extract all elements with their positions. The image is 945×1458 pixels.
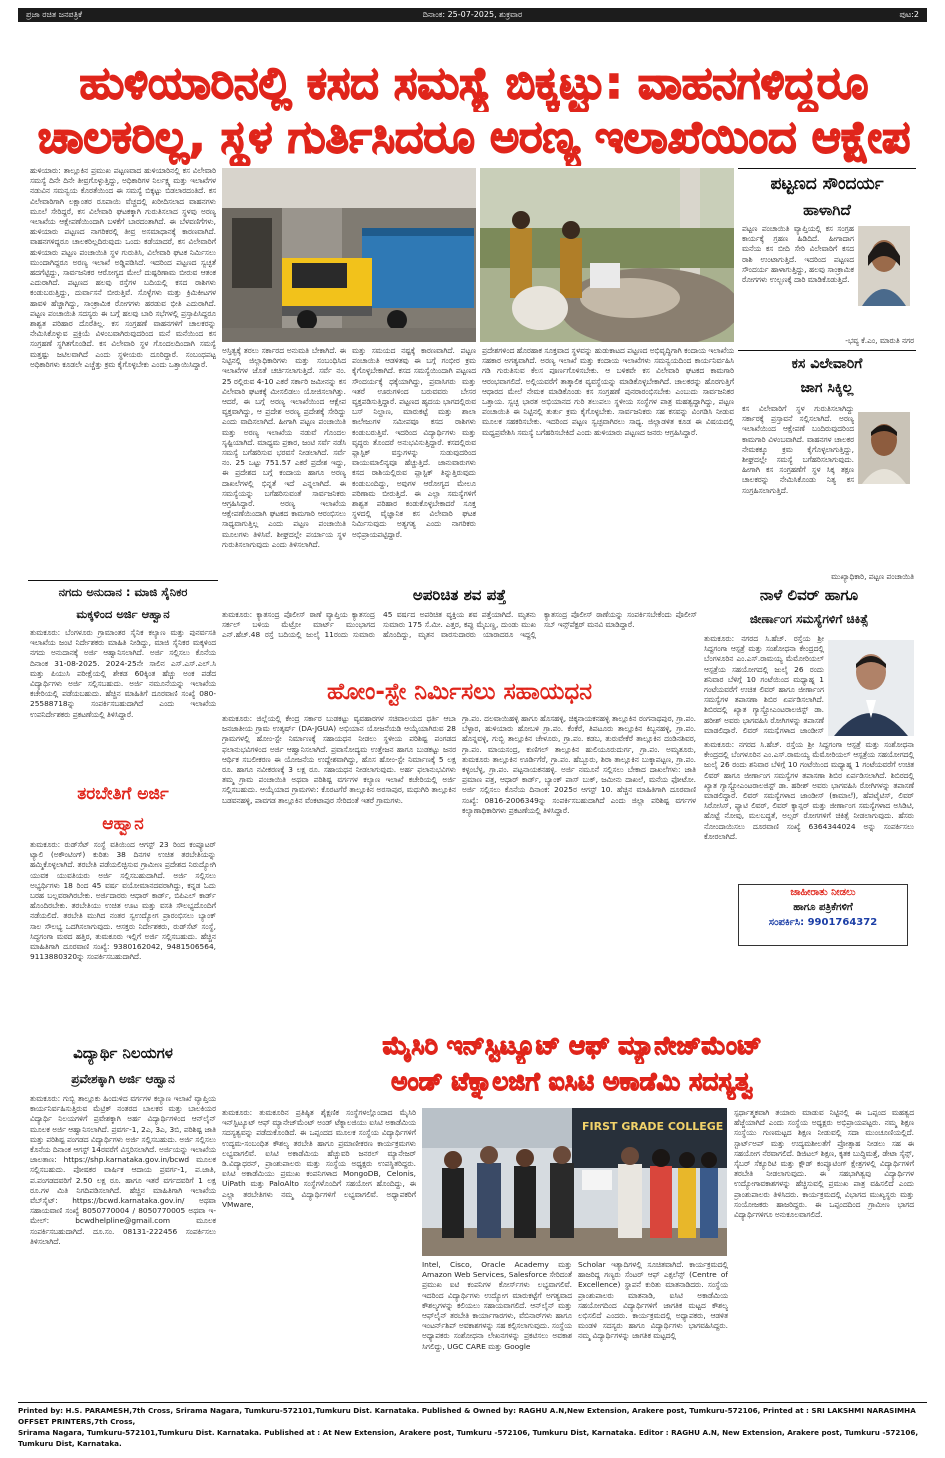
imprint-footer [18, 1405, 927, 1449]
box2-text: ಕಸ ವಿಲೇವಾರಿಗೆ ಸ್ಥಳ ಗುರುತಿಸಲಾಗಿದ್ದು ಸರ್ಕಾರಕ್ಕೆ ಪ್ರಸ್ತಾವನೆ ಸಲ್ಲಿಸಲಾಗಿದೆ. ಅರಣ್ಯ ಇಲಾಖೆಯಿಂದ ಆಕ್ಷೇಪಣೆ ಬಂದಿರುವುದರಿಂದ ಕಾಮಗಾರಿ ವಿಳಂಬವಾಗಿದೆ. ವಾಹನಗಳ ಚಾಲಕರ ನೇಮಕಕ್ಕೂ ಕ್ರಮ ಕೈಗೊಳ್ಳಲಾಗುತ್ತಿದ್ದು, ಶೀಘ್ರದಲ್ಲೇ ಸಮಸ್ಯೆ ಬಗೆಹರಿಸಲಾಗುವುದು. ಹೀಗಾಗಿ ಕಸ ಸಂಗ್ರಹಣೆಗೆ ಸ್ಥಳ ಸಿಕ್ಕ ತಕ್ಷಣ ಚಾಲಕರನ್ನು ನೇಮಿಸಿಕೊಂಡು ನಿತ್ಯ ಕಸ ಸಂಗ್ರಹಿಸಲಾಗುತ್ತಿದೆ. [742, 404, 854, 495]
nilaya-title1: ವಿದ್ಯಾರ್ಥಿ ನಿಲಯಗಳ [73, 1044, 173, 1062]
lead-headline-line1: ಹುಳಿಯಾರಿನಲ್ಲಿ ಕಸದ ಸಮಸ್ಯೆ ಬಿಕ್ಕಟ್ಟು: ವಾಹನಗಳಿದ್ದರೂ [79, 58, 869, 109]
box2-heading2: ಜಾಗ ಸಿಕ್ಕಿಲ್ಲ [800, 380, 854, 396]
photo-banner-text: FIRST GRADE COLLEGE [582, 1120, 724, 1133]
lead-story-col2: ಅಸ್ತಿತ್ವಕ್ಕೆ ತರಲು ಸರ್ಕಾರದ ಅನುಮತಿ ಬೇಕಾಗಿದೆ. ಈ ನಿಟ್ಟಿನಲ್ಲಿ ಜಿಲ್ಲಾಧಿಕಾರಿಗಳು ಮತ್ತು ಸಂಬಂಧಿಸಿದ ಇಲಾಖೆಗಳ ಜೊತೆ ಚರ್ಚಿಸಲಾಗುತ್ತಿದೆ. ಸರ್ವೆ ನಂ. 25 ರಲ್ಲಿರುವ 4-10 ಎಕರೆ ಸರ್ಕಾರಿ ಜಮೀನನ್ನು ಕಸ ವಿಲೇವಾರಿ ಘಟಕಕ್ಕೆ ಮೀಸಲಿಡಲು ಯೋಜಿಸಲಾಗಿತ್ತು. ಆದರೆ, ಈ ಬಗ್ಗೆ ಅರಣ್ಯ ಇಲಾಖೆಯಿಂದ ಆಕ್ಷೇಪ ವ್ಯಕ್ತವಾಗಿದ್ದು, ಆ ಪ್ರದೇಶ ಅರಣ್ಯ ಪ್ರದೇಶಕ್ಕೆ ಸೇರಿದ್ದು ಎಂದು ವಾದಿಸಲಾಗಿದೆ. ಹೀಗಾಗಿ ಪಟ್ಟಣ ಪಂಚಾಯಿತಿ ಮತ್ತು ಅರಣ್ಯ ಇಲಾಖೆಯ ನಡುವೆ ಗೊಂದಲ ಸೃಷ್ಟಿಯಾಗಿದೆ. ಮಾಧ್ಯಮ ಪ್ರಕಾರ, ಜಂಟಿ ಸರ್ವೆ ನಡೆಸಿ ಸಮಸ್ಯೆ ಬಗೆಹರಿಸುವ ಭರವಸೆ ನೀಡಲಾಗಿದೆ. ಸರ್ವೆ ನಂ. 25 ಒಟ್ಟು 751.57 ಎಕರೆ ಪ್ರದೇಶ ಇದ್ದು, ಈ ಪ್ರದೇಶದ ಬಗ್ಗೆ ಕಂದಾಯ ಹಾಗೂ ಅರಣ್ಯ ದಾಖಲೆಗಳಲ್ಲಿ ಭಿನ್ನತೆ ಇದೆ ಎನ್ನಲಾಗಿದೆ. ಈ ಸಮಸ್ಯೆಯನ್ನು ಬಗೆಹರಿಸುವಂತೆ ಸಾರ್ವಜನಿಕರು ಆಗ್ರಹಿಸಿದ್ದಾರೆ. ಅರಣ್ಯ ಇಲಾಖೆಯ ಆಕ್ಷೇಪಣೆಯಿಂದಾಗಿ ಘಟಕದ ಕಾಮಗಾರಿ ಆರಂಭಿಸಲು ಸಾಧ್ಯವಾಗುತ್ತಿಲ್ಲ ಎಂದು ಪಟ್ಟಣ ಪಂಚಾಯಿತಿ ಮೂಲಗಳು ತಿಳಿಸಿವೆ. ಶೀಘ್ರದಲ್ಲೇ ಪರ್ಯಾಯ ಸ್ಥಳ ಗುರುತಿಸಲಾಗುವುದು ಎಂದು ತಿಳಿಸಲಾಗಿದೆ. [222, 346, 346, 549]
nilaya-title2: ಪ್ರವೇಶಕ್ಕಾಗಿ ಅರ್ಜಿ ಆಹ್ವಾನ [71, 1072, 175, 1086]
lead-story-col1: ಹುಳಿಯಾರು: ತಾಲ್ಲೂಕಿನ ಪ್ರಮುಖ ಪಟ್ಟಣವಾದ ಹುಳಿಯಾರಿನಲ್ಲಿ ಕಸ ವಿಲೇವಾರಿ ಸಮಸ್ಯೆ ದಿನೇ ದಿನೇ ತೀವ್ರಗೊಳ್ಳುತ್ತಿದ್ದು, ಅಧಿಕಾರಿಗಳ ನಿರ್ಲಕ್ಷ್ಯ ಮತ್ತು ಇಲಾಖೆಗಳ ನಡುವಿನ ಸಮನ್ವಯ ಕೊರತೆಯಿಂದ ಈ ಸಮಸ್ಯೆ ಬಿಕ್ಕಟ್ಟು ಬಿಡಲಾರದಂತಿದೆ. ಕಸ ವಿಲೇವಾರಿಗಾಗಿ ಲಕ್ಷಾಂತರ ರೂಪಾಯಿ ವೆಚ್ಚದಲ್ಲಿ ಖರೀದಿಸಲಾದ ವಾಹನಗಳು ಮೂಲೆ ಸೇರಿದ್ದರೆ, ಕಸ ವಿಲೇವಾರಿ ಘಟಕಕ್ಕಾಗಿ ಗುರುತಿಸಲಾದ ಸ್ಥಳವು ಅರಣ್ಯ ಇಲಾಖೆಯ ಆಕ್ಷೇಪಣೆಯಿಂದಾಗಿ ಬಳಕೆಗೆ ಬಾರದಂತಾಗಿದೆ. ಈ ಬೆಳವಣಿಗೆಗಳು, ಹುಳಿಯಾರು ಪಟ್ಟಣದ ನಾಗರಿಕರಲ್ಲಿ ತೀವ್ರ ಅಸಮಾಧಾನಕ್ಕೆ ಕಾರಣವಾಗಿದೆ. ವಾಹನಗಳಿದ್ದರೂ ಚಾಲಕರಿಲ್ಲದಿರುವುದು ಒಂದು ಕಡೆಯಾದರೆ, ಕಸ ವಿಲೇವಾರಿಗೆ ಹುಳಿಯಾರು ಪಟ್ಟಣ ಪಂಚಾಯಿತಿ ಸ್ಥಳ ಗುರುತಿಸಿ, ವಿಲೇವಾರಿ ಘಟಕ ನಿರ್ಮಿಸಲು ಮುಂದಾಗಿದ್ದರೂ ಅರಣ್ಯ ಇಲಾಖೆ ಅಡ್ಡಿಪಡಿಸಿದೆ. ಇದರಿಂದ ಪಟ್ಟಣದ ಸ್ವಚ್ಛತೆ ಹದಗೆಟ್ಟಿದ್ದು, ಸಾರ್ವಜನಿಕರ ಆರೋಗ್ಯದ ಮೇಲೆ ದುಷ್ಪರಿಣಾಮ ಬೀರುವ ಆತಂಕ ಎದುರಾಗಿದೆ. ಪಟ್ಟಣದ ಹಲವು ರಸ್ತೆಗಳ ಬದಿಯಲ್ಲಿ ಕಸದ ರಾಶಿಗಳು ಕಂಡುಬರುತ್ತಿದ್ದು, ದುರ್ವಾಸನೆ ಬೀರುತ್ತಿವೆ. ಸೊಳ್ಳೆಗಳು ಮತ್ತು ಕ್ರಿಮಿಕೀಟಗಳ ಹಾವಳಿ ಹೆಚ್ಚಾಗಿದ್ದು, ಸಾಂಕ್ರಾಮಿಕ ರೋಗಗಳು ಹರಡುವ ಭೀತಿ ಎದುರಾಗಿದೆ. ಪಟ್ಟಣ ಪಂಚಾಯಿತಿ ಸದಸ್ಯರು ಈ ಬಗ್ಗೆ ಹಲವು ಬಾರಿ ಸಭೆಗಳಲ್ಲಿ ಪ್ರಸ್ತಾಪಿಸಿದ್ದರೂ ಶಾಶ್ವತ ಪರಿಹಾರ ದೊರೆತಿಲ್ಲ. ಕಸ ಸಂಗ್ರಹಣೆ ವಾಹನಗಳಿಗೆ ಚಾಲಕರನ್ನು ನೇಮಿಸಿಕೊಳ್ಳುವ ಪ್ರಕ್ರಿಯೆ ವಿಳಂಬವಾಗಿರುವುದರಿಂದ ಮನೆ ಮನೆಯಿಂದ ಕಸ ಸಂಗ್ರಹಣೆ ಸ್ಥಗಿತಗೊಂಡಿದೆ. ಕಸ ವಿಲೇವಾರಿ ಸ್ಥಳ ಗೊಂದಲದಿಂದಾಗಿ ಸಮಸ್ಯೆ ಮತ್ತಷ್ಟು ಜಟಿಲವಾಗಿದೆ ಎಂದು ಸ್ಥಳೀಯರು ದೂರಿದ್ದಾರೆ. ಸಂಬಂಧಪಟ್ಟ ಅಧಿಕಾರಿಗಳು ಕೂಡಲೇ ಎಚ್ಚೆತ್ತು ಕ್ರಮ ಕೈಗೊಳ್ಳಬೇಕು ಎಂದು ಒತ್ತಾಯಿಸಿದ್ದಾರೆ. [30, 166, 216, 369]
ad-line3: ಸಂಪರ್ಕಿಸಿ: 9901764372 [768, 917, 878, 928]
box1-portrait [858, 226, 910, 306]
ad-line2: ಹಾಗೂ ಪತ್ರಿಕೆಗಳಿಗೆ [793, 902, 853, 913]
mysuru-col1: ತುಮಕೂರು: ತುಮಕೂರಿನ ಪ್ರತಿಷ್ಠಿತ ಶೈಕ್ಷಣಿಕ ಸಂಸ್ಥೆಗಳಲ್ಲೊಂದಾದ ಮೈಸಿರಿ ಇನ್‌ಸ್ಟಿಟ್ಯೂಟ್ ಆಫ್ ಮ್ಯಾನೇಜ್‌ಮೆಂಟ್ ಅಂಡ್ ಟೆಕ್ನಾಲಜಿಯು ಐಸಿಟಿ ಅಕಾಡೆಮಿಯ ಸದಸ್ಯತ್ವವನ್ನು ಪಡೆದುಕೊಂಡಿದೆ. ಈ ಒಪ್ಪಂದದ ಮೂಲಕ ಸಂಸ್ಥೆಯ ವಿದ್ಯಾರ್ಥಿಗಳಿಗೆ ಉದ್ಯಮ-ಸಂಬಂಧಿತ ಕೌಶಲ್ಯ ತರಬೇತಿ ಹಾಗೂ ಪ್ರಮಾಣೀಕರಣ ಕಾರ್ಯಕ್ರಮಗಳು ಲಭ್ಯವಾಗಲಿವೆ. ಐಸಿಟಿ ಅಕಾಡೆಮಿಯ ಹೆಚ್ಚುವರಿ ಜನರಲ್ ಮ್ಯಾನೇಜರ್ ಡಿ.ವಿದ್ಯಾಧರನ್, ಪ್ರಾಂಶುಪಾಲರು ಮತ್ತು ಸಂಸ್ಥೆಯ ಅಧ್ಯಕ್ಷರು ಉಪಸ್ಥಿತರಿದ್ದರು. ಐಸಿಟಿ ಅಕಾಡೆಮಿಯು ಪ್ರಮುಖ ಕಂಪನಿಗಳಾದ MongoDB, Celonis, UiPath ಮತ್ತು PaloAlto ಸಂಸ್ಥೆಗಳೊಂದಿಗೆ ಸಹಯೋಗ ಹೊಂದಿದ್ದು, ಈ ಎಲ್ಲಾ ತರಬೇತಿಗಳು ನಮ್ಮ ವಿದ್ಯಾರ್ಥಿಗಳಿಗೆ ಲಭ್ಯವಾಗಲಿವೆ. ಅಧ್ಯಾಪಕರಿಗೆ VMware, [222, 1108, 416, 1209]
tarabeti-text: ತುಮಕೂರು: ರುಡ್‌ಸೆಟ್ ಸಂಸ್ಥೆ ವತಿಯಿಂದ ಆಗಸ್ಟ್ 23 ರಿಂದ ಕಂಪ್ಯೂಟರ್ ಟ್ಯಾಲಿ (ಅಕೌಂಟಿಂಗ್) ಕುರಿತು 38 ದಿನಗಳ ಉಚಿತ ತರಬೇತಿಯನ್ನು ಹಮ್ಮಿಕೊಳ್ಳಲಾಗಿದೆ. ತರಬೇತಿ ಪಡೆಯಲಿಚ್ಛಿಸುವ ಗ್ರಾಮೀಣ ಪ್ರದೇಶದ ನಿರುದ್ಯೋಗಿ ಯುವಕ ಯುವತಿಯರು ಅರ್ಜಿ ಸಲ್ಲಿಸಬಹುದಾಗಿದೆ. ಅರ್ಜಿ ಸಲ್ಲಿಸಲು ಅಭ್ಯರ್ಥಿಗಳು 18 ರಿಂದ 45 ವರ್ಷ ವಯೋಮಾನದವರಾಗಿದ್ದು, ಕನ್ನಡ ಓದು ಬರಹ ಬಲ್ಲವರಾಗಿರಬೇಕು. ಅರ್ಜಿದಾರರು ಆಧಾರ್ ಕಾರ್ಡ್, ಬಿಪಿಎಲ್ ಕಾರ್ಡ್ ಹೊಂದಿರಬೇಕು. ತರಬೇತಿಯು ಉಚಿತ ಊಟ ಮತ್ತು ವಸತಿ ಸೌಲಭ್ಯದೊಂದಿಗೆ ನಡೆಯಲಿದೆ. ತರಬೇತಿ ಮುಗಿದ ನಂತರ ಸ್ವಉದ್ಯೋಗ ಪ್ರಾರಂಭಿಸಲು ಬ್ಯಾಂಕ್ ಸಾಲ ಸೌಲಭ್ಯ ಒದಗಿಸಲಾಗುವುದು. ಆಸಕ್ತರು ನಿರ್ದೇಶಕರು, ರುಡ್‌ಸೆಟ್ ಸಂಸ್ಥೆ, ಸಿದ್ಧಗಂಗಾ ಮಠದ ಹತ್ತಿರ, ತುಮಕೂರು ಇಲ್ಲಿಗೆ ಅರ್ಜಿ ಸಲ್ಲಿಸಬಹುದು. ಹೆಚ್ಚಿನ ಮಾಹಿತಿಗಾಗಿ ದೂರವಾಣಿ ಸಂಖ್ಯೆ: 9380162042, 9481506564, 9113880320ನ್ನು ಸಂಪರ್ಕಿಸಬಹುದಾಗಿದೆ. [30, 840, 216, 962]
lead-headline-line2: ಚಾಲಕರಿಲ್ಲ, ಸ್ಥಳ ಗುರ್ತಿಸಿದರೂ ಅರಣ್ಯ ಇಲಾಖೆಯಿಂದ ಆಕ್ಷೇಪ [37, 112, 911, 163]
sainika-text: ತುಮಕೂರು: ಬೆಂಗಳೂರು ಗ್ರಾಮಾಂತರ ಸೈನಿಕ ಕಲ್ಯಾಣ ಮತ್ತು ಪುನರ್ವಸತಿ ಇಲಾಖೆಯ ಜಂಟಿ ನಿರ್ದೇಶಕರು ಮಾಹಿತಿ ನೀಡಿದ್ದು, ಮಾಜಿ ಸೈನಿಕರ ಮಕ್ಕಳಿಂದ ನಗದು ಅನುದಾನಕ್ಕೆ ಅರ್ಜಿ ಆಹ್ವಾನಿಸಲಾಗಿದೆ. ಅರ್ಜಿ ಸಲ್ಲಿಸಲು ಕೊನೆಯ ದಿನಾಂಕ 31-08-2025. 2024-25ನೇ ಸಾಲಿನ ಎಸ್.ಎಸ್.ಎಲ್.ಸಿ ಮತ್ತು ಪಿಯುಸಿ ಪರೀಕ್ಷೆಯಲ್ಲಿ ಶೇಕಡ 60ಕ್ಕಿಂತ ಹೆಚ್ಚು ಅಂಕ ಪಡೆದ ವಿದ್ಯಾರ್ಥಿಗಳು ಅರ್ಜಿ ಸಲ್ಲಿಸಬಹುದು. ಅರ್ಜಿ ನಮೂನೆಯನ್ನು ಇಲಾಖೆಯ ಕಚೇರಿಯಲ್ಲಿ ಪಡೆಯಬಹುದು. ಹೆಚ್ಚಿನ ಮಾಹಿತಿಗೆ ದೂರವಾಣಿ ಸಂಖ್ಯೆ 080-25588718ನ್ನು ಸಂಪರ್ಕಿಸಬಹುದಾಗಿದೆ ಎಂದು ಇಲಾಖೆಯ ಉಪನಿರ್ದೇಶಕರು ಪ್ರಕಟಣೆಯಲ್ಲಿ ತಿಳಿಸಿದ್ದಾರೆ. [30, 628, 216, 719]
homestay-title: ಹೋಂ-ಸ್ಟೇ ನಿರ್ಮಿಸಲು ಸಹಾಯಧನ [327, 679, 592, 705]
mysuru-col4: ಸ್ಪರ್ಧಾತ್ಮಕವಾಗಿ ತಯಾರು ಮಾಡುವ ನಿಟ್ಟಿನಲ್ಲಿ ಈ ಒಪ್ಪಂದ ಮಹತ್ವದ ಹೆಜ್ಜೆಯಾಗಿದೆ ಎಂದು ಸಂಸ್ಥೆಯ ಅಧ್ಯಕ್ಷರು ಅಭಿಪ್ರಾಯಪಟ್ಟರು. ನಮ್ಮ ಶಿಕ್ಷಣ ಸಂಸ್ಥೆಯು ಗುಣಮಟ್ಟದ ಶಿಕ್ಷಣ ನೀಡುವಲ್ಲಿ ಸದಾ ಮುಂಚೂಣಿಯಲ್ಲಿದೆ. ಸ್ಟಾರ್ಟ್‌ಅಪ್ ಮತ್ತು ಉದ್ಯಮಶೀಲತೆಗೆ ಪ್ರೋತ್ಸಾಹ ನೀಡಲು ಸಹ ಈ ಸಹಯೋಗ ನೆರವಾಗಲಿದೆ. ಡಿಜಿಟಲ್ ಶಿಕ್ಷಣ, ಕೃತಕ ಬುದ್ಧಿಮತ್ತೆ, ಡೇಟಾ ಸೈನ್ಸ್, ಸೈಬರ್ ಸೆಕ್ಯೂರಿಟಿ ಮತ್ತು ಕ್ಲೌಡ್ ಕಂಪ್ಯೂಟಿಂಗ್ ಕ್ಷೇತ್ರಗಳಲ್ಲಿ ವಿದ್ಯಾರ್ಥಿಗಳಿಗೆ ತರಬೇತಿ ನೀಡಲಾಗುವುದು. ಈ ಸಹಭಾಗಿತ್ವವು ವಿದ್ಯಾರ್ಥಿಗಳ ಉದ್ಯೋಗಾವಕಾಶಗಳನ್ನು ಹೆಚ್ಚಿಸುವಲ್ಲಿ ಪ್ರಮುಖ ಪಾತ್ರ ವಹಿಸಲಿದೆ ಎಂದು ಪ್ರಾಂಶುಪಾಲರು ತಿಳಿಸಿದರು. ಕಾರ್ಯಕ್ರಮದಲ್ಲಿ ವಿಭಾಗದ ಮುಖ್ಯಸ್ಥರು ಮತ್ತು ಸಂಯೋಜಕರು ಹಾಜರಿದ್ದರು. ಈ ಒಪ್ಪಂದದಿಂದ ಗ್ರಾಮೀಣ ಭಾಗದ ವಿದ್ಯಾರ್ಥಿಗಳಿಗೂ ಅನುಕೂಲವಾಗಲಿದೆ. [734, 1108, 914, 1220]
box2-portrait [858, 412, 910, 484]
imprint-line1: Printed by: H.S. PARAMESH,7th Cross, Srirama Nagara, Tumkuru-572101,Tumkuru Dist. Karnataka. Published & Owned by: RAGHU A.N,New Extension, Arakere post, Tumkuru-572106, Printed at : SRI LAKSHMI NARASIMHA OFFSET PRINTERS,7th Cross, [18, 1406, 916, 1426]
liver-text-bottom: ತುಮಕೂರು: ನಗರದ ಸಿ.ಹೆಚ್. ರಸ್ತೆಯ ಶ್ರೀ ಸಿದ್ದಗಂಗಾ ಆಸ್ಪತ್ರೆ ಮತ್ತು ಸಂಶೋಧನಾ ಕೇಂದ್ರದಲ್ಲಿ ಬೆಂಗಳೂರಿನ ಎಂ.ಎಸ್.ರಾಮಯ್ಯ ಮೆಮೋರಿಯಲ್ ಆಸ್ಪತ್ರೆಯ ಸಹಯೋಗದಲ್ಲಿ ಜುಲೈ 26 ರಂದು ಶನಿವಾರ ಬೆಳಿಗ್ಗೆ 10 ಗಂಟೆಯಿಂದ ಮಧ್ಯಾಹ್ನ 1 ಗಂಟೆಯವರೆಗೆ ಉಚಿತ ಲಿವರ್ ಹಾಗೂ ಜೀರ್ಣಾಂಗ ಸಮಸ್ಯೆಗಳ ತಪಾಸಣಾ ಶಿಬಿರ ಏರ್ಪಡಿಸಲಾಗಿದೆ. ಶಿಬಿರದಲ್ಲಿ ಖ್ಯಾತ ಗ್ಯಾಸ್ಟ್ರೋಎಂಟರಾಲಜಿಸ್ಟ್ ಡಾ. ಹರೀಶ್ ಅವರು ಭಾಗವಹಿಸಿ ರೋಗಿಗಳನ್ನು ತಪಾಸಣೆ ಮಾಡಲಿದ್ದಾರೆ. ಲಿವರ್ ಸಮಸ್ಯೆಗಳಾದ ಜಾಂಡೀಸ್ (ಕಾಮಾಲೆ), ಹೆಪಟೈಟಿಸ್, ಲಿವರ್ ಸಿರೋಸಿಸ್, ಫ್ಯಾಟಿ ಲಿವರ್, ಲಿವರ್ ಕ್ಯಾನ್ಸರ್ ಮತ್ತು ಜೀರ್ಣಾಂಗ ಸಮಸ್ಯೆಗಳಾದ ಅಸಿಡಿಟಿ, ಹೊಟ್ಟೆ ನೋವು, ಮಲಬದ್ಧತೆ, ಅಲ್ಸರ್ ರೋಗಗಳಿಗೆ ಚಿಕಿತ್ಸೆ ನೀಡಲಾಗುವುದು. ಹೆಸರು ನೋಂದಾಯಿಸಲು ದೂರವಾಣಿ ಸಂಖ್ಯೆ 6364344024 ಅನ್ನು ಸಂಪರ್ಕಿಸಲು ಕೋರಲಾಗಿದೆ. [704, 740, 914, 841]
box1-heading2: ಹಾಳಾಗಿದೆ [803, 201, 851, 219]
shava-title: ಅಪರಿಚಿತ ಶವ ಪತ್ತೆ [412, 586, 507, 604]
homestay-col2: ಗ್ರಾ.ಪಂ. ದಲವಾಯಿಹಳ್ಳಿ ಹಾಗೂ ಹೊಸಹಳ್ಳಿ, ಚಿಕ್ಕನಾಯಕನಹಳ್ಳಿ ತಾಲ್ಲೂಕಿನ ರಂಗನಾಥಪುರ, ಗ್ರಾ.ಪಂ. ಬೆಳ್ಳಾರ, ಹುಳಿಯಾರು ಹೋಬಳಿ ಗ್ರಾ.ಪಂ. ಕೆಂಕೆರೆ, ತಿಪಟೂರು ತಾಲ್ಲೂಕಿನ ಕಿಬ್ಬನಹಳ್ಳಿ, ಗ್ರಾ.ಪಂ. ಹೊನ್ನವಳ್ಳಿ, ಗುಬ್ಬಿ ತಾಲ್ಲೂಕಿನ ಚೇಳೂರು, ಗ್ರಾ.ಪಂ. ಕಡಬ, ತುರುವೇಕೆರೆ ತಾಲ್ಲೂಕಿನ ದಂಡಿನಶಿವರ, ಗ್ರಾ.ಪಂ. ಮಾಯಸಂದ್ರ, ಕುಣಿಗಲ್ ತಾಲ್ಲೂಕಿನ ಹುಲಿಯೂರುದುರ್ಗ, ಗ್ರಾ.ಪಂ. ಅಮೃತೂರು, ತುಮಕೂರು ತಾಲ್ಲೂಕಿನ ಊರ್ಡಿಗೆರೆ, ಗ್ರಾ.ಪಂ. ಹೆಬ್ಬೂರು, ಶಿರಾ ತಾಲ್ಲೂಕಿನ ಬುಕ್ಕಾಪಟ್ಟಣ, ಗ್ರಾ.ಪಂ. ಕಳ್ಳಂಬೆಳ್ಳ, ಗ್ರಾ.ಪಂ. ಪಟ್ಟನಾಯಕನಹಳ್ಳಿ. ಅರ್ಜಿ ನಮೂನೆ ಸಲ್ಲಿಸಲು ಬೇಕಾದ ದಾಖಲೆಗಳು: ಜಾತಿ ಪ್ರಮಾಣ ಪತ್ರ, ಆಧಾರ್ ಕಾರ್ಡ್, ಬ್ಯಾಂಕ್ ಪಾಸ್ ಬುಕ್, ಜಮೀನು ದಾಖಲೆ, ಮನೆಯ ಫೋಟೋ. ಅರ್ಜಿ ಸಲ್ಲಿಸಲು ಕೊನೆಯ ದಿನಾಂಕ: 2025ರ ಆಗಸ್ಟ್ 10. ಹೆಚ್ಚಿನ ಮಾಹಿತಿಗಾಗಿ ದೂರವಾಣಿ ಸಂಖ್ಯೆ: 0816-2006349ನ್ನು ಸಂಪರ್ಕಿಸಬಹುದಾಗಿದೆ ಎಂದು ಜಿಲ್ಲಾ ಪರಿಶಿಷ್ಟ ವರ್ಗಗಳ ಕಲ್ಯಾಣಾಧಿಕಾರಿಗಳು ಪ್ರಕಟಣೆಯಲ್ಲಿ ತಿಳಿಸಿದ್ದಾರೆ. [462, 714, 696, 815]
box1-heading1: ಪಟ್ಟಣದ ಸೌಂದರ್ಯ [770, 174, 884, 194]
ad-line1: ಜಾಹೀರಾತು ನೀಡಲು [790, 887, 856, 898]
photo-garbage-dump [480, 168, 734, 342]
paper-name: ಪ್ರಜಾ ರಚಿತ ಜನಪತ್ರಿಕೆ [26, 10, 83, 19]
box2-heading1: ಕಸ ವಿಲೇವಾರಿಗೆ [791, 356, 863, 372]
nilaya-text: ತುಮಕೂರು: ಗುಬ್ಬಿ ತಾಲ್ಲೂಕು ಹಿಂದುಳಿದ ವರ್ಗಗಳ ಕಲ್ಯಾಣ ಇಲಾಖೆ ವ್ಯಾಪ್ತಿಯ ಕಾರ್ಯನಿರ್ವಹಿಸುತ್ತಿರುವ ಮೆಟ್ರಿಕ್ ನಂತರದ ಬಾಲಕರ ಮತ್ತು ಬಾಲಕಿಯರ ವಿದ್ಯಾರ್ಥಿ ನಿಲಯಗಳಿಗೆ ಪ್ರವೇಶಕ್ಕಾಗಿ ಅರ್ಹ ವಿದ್ಯಾರ್ಥಿಗಳಿಂದ ಆನ್‌ಲೈನ್ ಮೂಲಕ ಅರ್ಜಿ ಆಹ್ವಾನಿಸಲಾಗಿದೆ. ಪ್ರವರ್ಗ-1, 2ಎ, 3ಎ, 3ಬಿ, ಪರಿಶಿಷ್ಟ ಜಾತಿ ಮತ್ತು ಪರಿಶಿಷ್ಟ ಪಂಗಡದ ವಿದ್ಯಾರ್ಥಿಗಳು ಅರ್ಜಿ ಸಲ್ಲಿಸಬಹುದು. ಅರ್ಜಿ ಸಲ್ಲಿಸಲು ಕೊನೆಯ ದಿನಾಂಕ ಆಗಸ್ಟ್ 14ರವರೆಗೆ ವಿಸ್ತರಿಸಲಾಗಿದೆ. ಅರ್ಜಿಯನ್ನು ಇಲಾಖೆಯ ಜಾಲತಾಣ: https://shp.karnataka.gov.in/bcwd ಮೂಲಕ ಸಲ್ಲಿಸಬಹುದು. ಪೋಷಕರ ವಾರ್ಷಿಕ ಆದಾಯ ಪ್ರವರ್ಗ-1, ಪ.ಜಾತಿ, ಪ.ಪಂಗಡದವರಿಗೆ 2.50 ಲಕ್ಷ ರೂ. ಹಾಗೂ ಇತರೆ ವರ್ಗದವರಿಗೆ 1 ಲಕ್ಷ ರೂ.ಗಳ ಮಿತಿ ನಿಗದಿಪಡಿಸಲಾಗಿದೆ. ಹೆಚ್ಚಿನ ಮಾಹಿತಿಗಾಗಿ ಇಲಾಖೆಯ ವೆಬ್‌ಸೈಟ್: https://bcwd.karnataka.gov.in/ ಅಥವಾ ಸಹಾಯವಾಣಿ ಸಂಖ್ಯೆ 8050770004 / 8050770005 ಅಥವಾ ಇ-ಮೇಲ್: bcwdhelpline@gmail.com ಮೂಲಕ ಸಂಪರ್ಕಿಸಬಹುದಾಗಿದೆ. ದೂ.ಸಂ. 08131-222456 ಸಂಪರ್ಕಿಸಲು ತಿಳಿಸಲಾಗಿದೆ. [30, 1094, 216, 1246]
lead-story-col4: ಪ್ರದೇಶಗಳಿಂದ ಹೊರಹಾಕ ಸೂಕ್ತವಾದ ಸ್ಥಳವನ್ನು ಹುಡುಕಾಟದ ಪಟ್ಟಣದ ಅಭಿವೃದ್ಧಿಗಾಗಿ ಕಂದಾಯ ಇಲಾಖೆಯ ಸಹಕಾರ ಅಗತ್ಯವಾಗಿದೆ. ಅರಣ್ಯ ಇಲಾಖೆ ಮತ್ತು ಕಂದಾಯ ಇಲಾಖೆಗಳು ಸಮನ್ವಯದಿಂದ ಕಾರ್ಯನಿರ್ವಹಿಸಿ ಗಡಿ ಗುರುತಿಸುವ ಕೆಲಸ ಪೂರ್ಣಗೊಳಿಸಬೇಕು. ಆ ಬಳಿಕವೇ ಕಸ ವಿಲೇವಾರಿ ಘಟಕದ ಕಾಮಗಾರಿ ಆರಂಭವಾಗಲಿದೆ. ಅಲ್ಲಿಯವರೆಗೆ ತಾತ್ಕಾಲಿಕ ವ್ಯವಸ್ಥೆಯನ್ನು ಮಾಡಿಕೊಳ್ಳಬೇಕಾಗಿದೆ. ಚಾಲಕರನ್ನು ಹೊರಗುತ್ತಿಗೆ ಆಧಾರದ ಮೇಲೆ ನೇಮಕ ಮಾಡಿಕೊಂಡು ಕಸ ಸಂಗ್ರಹಣೆ ಪುನರಾರಂಭಿಸಬೇಕು ಎಂಬುದು ಸಾರ್ವಜನಿಕರ ಒತ್ತಾಯ. ಸ್ವಚ್ಛ ಭಾರತ ಅಭಿಯಾನದ ಗುರಿ ತಲುಪಲು ಸ್ಥಳೀಯ ಸಂಸ್ಥೆಗಳ ಪಾತ್ರ ಮಹತ್ವದ್ದಾಗಿದ್ದು, ಪಟ್ಟಣ ಪಂಚಾಯಿತಿ ಈ ನಿಟ್ಟಿನಲ್ಲಿ ತುರ್ತು ಕ್ರಮ ಕೈಗೊಳ್ಳಬೇಕು. ಸಾರ್ವಜನಿಕರು ಸಹ ಕಸವನ್ನು ವಿಂಗಡಿಸಿ ನೀಡುವ ಮೂಲಕ ಸಹಕರಿಸಬೇಕು. ಇದರಿಂದ ಪಟ್ಟಣ ಸ್ವಚ್ಛವಾಗಿರಲು ಸಾಧ್ಯ. ಜಿಲ್ಲಾಡಳಿತ ಕೂಡ ಈ ವಿಷಯದಲ್ಲಿ ಮಧ್ಯಪ್ರವೇಶಿಸಿ ಸಮಸ್ಯೆ ಬಗೆಹರಿಸಬೇಕಿದೆ ಎಂದು ಹುಳಿಯಾರು ಪಟ್ಟಣದ ಜನರು ಆಗ್ರಹಿಸಿದ್ದಾರೆ. [482, 346, 734, 437]
imprint-line2: Srirama Nagara, Tumkuru-572101,Tumkuru Dist. Karnataka. Published at : At New Extension, Arakere post, Tumkuru -572106, Tumkuru Dist, Karnataka. Editor : RAGHU A.N, New Extension, Arakere post, Tumkuru -572106, Tumkuru Dist, Karnataka. [18, 1428, 919, 1448]
issue-date: ದಿನಾಂಕ: 25-07-2025, ಶುಕ್ರವಾರ [422, 10, 523, 19]
liver-title1: ನಾಳೆ ಲಿವರ್ ಹಾಗೂ [759, 586, 859, 604]
photo-garbage-vehicles [222, 168, 476, 342]
ad-contact-box [738, 884, 908, 946]
liver-doctor-portrait [828, 640, 914, 736]
box1-border-top [738, 168, 916, 169]
divider-sainika [28, 580, 218, 581]
footer-rule [18, 1402, 927, 1403]
box1-byline: -ಭವ್ಯ ಕೆ.ಎಂ, ಮಾರುತಿ ನಗರ [845, 336, 914, 345]
lead-story-col3: ಮತ್ತು ಸಮಯದ ನಷ್ಟಕ್ಕೆ ಕಾರಣವಾಗಿದೆ. ಪಟ್ಟಣ ಪಂಚಾಯಿತಿ ಆಡಳಿತವು ಈ ಬಗ್ಗೆ ಗಂಭೀರ ಕ್ರಮ ಕೈಗೊಳ್ಳಬೇಕಾಗಿದೆ. ಕಸದ ಸಮಸ್ಯೆಯಿಂದಾಗಿ ಪಟ್ಟಣದ ಸೌಂದರ್ಯಕ್ಕೆ ಧಕ್ಕೆಯಾಗಿದ್ದು, ಪ್ರವಾಸಿಗರು ಮತ್ತು ಇತರೆ ಊರುಗಳಿಂದ ಬರುವವರು ಬೇಸರ ವ್ಯಕ್ತಪಡಿಸುತ್ತಿದ್ದಾರೆ. ಪಟ್ಟಣದ ಹೃದಯ ಭಾಗದಲ್ಲಿರುವ ಬಸ್ ನಿಲ್ದಾಣ, ಮಾರುಕಟ್ಟೆ ಮತ್ತು ಶಾಲಾ ಕಾಲೇಜುಗಳ ಸಮೀಪವೂ ಕಸದ ರಾಶಿಗಳು ಕಂಡುಬರುತ್ತಿವೆ. ಇದರಿಂದ ವಿದ್ಯಾರ್ಥಿಗಳು ಮತ್ತು ವೃದ್ಧರು ತೊಂದರೆ ಅನುಭವಿಸುತ್ತಿದ್ದಾರೆ. ಕಸದಲ್ಲಿರುವ ಪ್ಲಾಸ್ಟಿಕ್ ವಸ್ತುಗಳನ್ನು ಸುಡುವುದರಿಂದ ವಾಯುಮಾಲಿನ್ಯವೂ ಹೆಚ್ಚುತ್ತಿದೆ. ಜಾನುವಾರುಗಳು ಕಸದ ರಾಶಿಯಲ್ಲಿರುವ ಪ್ಲಾಸ್ಟಿಕ್ ತಿನ್ನುತ್ತಿರುವುದು ಕಂಡುಬಂದಿದ್ದು, ಅವುಗಳ ಆರೋಗ್ಯದ ಮೇಲೂ ಪರಿಣಾಮ ಬೀರುತ್ತಿದೆ. ಈ ಎಲ್ಲಾ ಸಮಸ್ಯೆಗಳಿಗೆ ಶಾಶ್ವತ ಪರಿಹಾರ ಕಂಡುಕೊಳ್ಳಬೇಕಾದರೆ ಸೂಕ್ತ ಸ್ಥಳದಲ್ಲಿ ವೈಜ್ಞಾನಿಕ ಕಸ ವಿಲೇವಾರಿ ಘಟಕ ನಿರ್ಮಿಸುವುದು ಅತ್ಯಗತ್ಯ ಎಂದು ನಾಗರಿಕರು ಅಭಿಪ್ರಾಯಪಟ್ಟಿದ್ದಾರೆ. [352, 346, 476, 539]
shava-text: ತುಮಕೂರು: ಕ್ಯಾತಸಂದ್ರ ಪೊಲೀಸ್ ಠಾಣೆ ವ್ಯಾಪ್ತಿಯ ಕ್ಯಾತಸಂದ್ರ ಸರ್ಕಲ್ ಬಳಿಯ ಮೆಟ್ರೋ ಮಾರ್ಟ್ ಮುಂಭಾಗದ ಎನ್.ಹೆಚ್.48 ರಸ್ತೆ ಬದಿಯಲ್ಲಿ ಜುಲೈ 11ರಂದು ಸುಮಾರು 45 ವರ್ಷದ ಅಪರಿಚಿತ ವ್ಯಕ್ತಿಯ ಶವ ಪತ್ತೆಯಾಗಿದೆ. ಮೃತನು ಸುಮಾರು 175 ಸೆ.ಮೀ. ಎತ್ತರ, ಕಪ್ಪು ಮೈಬಣ್ಣ, ದುಂಡು ಮುಖ ಹೊಂದಿದ್ದು, ಮೃತನ ವಾರಸುದಾರರು ಯಾರಾದರೂ ಇದ್ದಲ್ಲಿ ಕ್ಯಾತಸಂದ್ರ ಪೊಲೀಸ್ ಠಾಣೆಯನ್ನು ಸಂಪರ್ಕಿಸಬೇಕೆಂದು ಪೊಲೀಸ್ ಸಬ್ ಇನ್ಸ್‌ಪೆಕ್ಟರ್ ಮನವಿ ಮಾಡಿದ್ದಾರೆ. [222, 610, 697, 640]
mysuru-col3: Scholar ಇತ್ಯಾದಿಗಳಲ್ಲಿ ಸೂಚಿತವಾಗಿದೆ. ಕಾರ್ಯಕ್ರಮದಲ್ಲಿ ಹಾಜರಿದ್ದ ಗಣ್ಯರು ಸೆಂಟರ್ ಆಫ್ ಎಕ್ಸಲೆನ್ಸ್ (Centre of Excellence) ಸ್ಥಾಪನೆ ಕುರಿತು ಮಾತನಾಡಿದರು. ಸಂಸ್ಥೆಯ ಪ್ರಾಂಶುಪಾಲರು ಮಾತನಾಡಿ, ಐಸಿಟಿ ಅಕಾಡೆಮಿಯ ಸಹಯೋಗದಿಂದ ವಿದ್ಯಾರ್ಥಿಗಳಿಗೆ ಜಾಗತಿಕ ಮಟ್ಟದ ಕೌಶಲ್ಯ ಲಭಿಸಲಿದೆ ಎಂದರು. ಕಾರ್ಯಕ್ರಮದಲ್ಲಿ ಅಧ್ಯಾಪಕರು, ಆಡಳಿತ ಮಂಡಳಿ ಸದಸ್ಯರು ಹಾಗೂ ವಿದ್ಯಾರ್ಥಿಗಳು ಭಾಗವಹಿಸಿದ್ದರು. ನಮ್ಮ ವಿದ್ಯಾರ್ಥಿಗಳನ್ನು ಜಾಗತಿಕ ಮಟ್ಟದಲ್ಲಿ [578, 1260, 728, 1341]
page-number: ಪುಟ:2 [899, 10, 919, 19]
liver-text-top: ತುಮಕೂರು: ನಗರದ ಸಿ.ಹೆಚ್. ರಸ್ತೆಯ ಶ್ರೀ ಸಿದ್ದಗಂಗಾ ಆಸ್ಪತ್ರೆ ಮತ್ತು ಸಂಶೋಧನಾ ಕೇಂದ್ರದಲ್ಲಿ ಬೆಂಗಳೂರಿನ ಎಂ.ಎಸ್.ರಾಮಯ್ಯ ಮೆಮೋರಿಯಲ್ ಆಸ್ಪತ್ರೆಯ ಸಹಯೋಗದಲ್ಲಿ ಜುಲೈ 26 ರಂದು ಶನಿವಾರ ಬೆಳಿಗ್ಗೆ 10 ಗಂಟೆಯಿಂದ ಮಧ್ಯಾಹ್ನ 1 ಗಂಟೆಯವರೆಗೆ ಉಚಿತ ಲಿವರ್ ಹಾಗೂ ಜೀರ್ಣಾಂಗ ಸಮಸ್ಯೆಗಳ ತಪಾಸಣಾ ಶಿಬಿರ ಏರ್ಪಡಿಸಲಾಗಿದೆ. ಶಿಬಿರದಲ್ಲಿ ಖ್ಯಾತ ಗ್ಯಾಸ್ಟ್ರೋಎಂಟರಾಲಜಿಸ್ಟ್ ಡಾ. ಹರೀಶ್ ಅವರು ಭಾಗವಹಿಸಿ ರೋಗಿಗಳನ್ನು ತಪಾಸಣೆ ಮಾಡಲಿದ್ದಾರೆ. ಲಿವರ್ ಸಮಸ್ಯೆಗಳಾದ ಜಾಂಡೀಸ್ [704, 634, 824, 734]
mysuru-col2: Intel, Cisco, Oracle Academy ಮತ್ತು Amazon Web Services, Salesforce ಸೇರಿದಂತೆ ಪ್ರಮುಖ ಐಟಿ ಕಂಪನಿಗಳ ಕೋರ್ಸ್‌ಗಳು ಲಭ್ಯವಾಗಲಿವೆ. ಇದರಿಂದ ವಿದ್ಯಾರ್ಥಿಗಳು ಉದ್ಯೋಗ ಮಾರುಕಟ್ಟೆಗೆ ಅಗತ್ಯವಾದ ಕೌಶಲ್ಯಗಳನ್ನು ಕಲಿಯಲು ಸಹಾಯವಾಗಲಿದೆ. ಆನ್‌ಲೈನ್ ಮತ್ತು ಆಫ್‌ಲೈನ್ ತರಬೇತಿ ಕಾರ್ಯಾಗಾರಗಳು, ವೆಬಿನಾರ್‌ಗಳು ಹಾಗೂ ಇಂಟರ್ನ್‌ಶಿಪ್ ಅವಕಾಶಗಳನ್ನು ಸಹ ಕಲ್ಪಿಸಲಾಗುವುದು. ಸಂಸ್ಥೆಯ ಅಧ್ಯಾಪಕರು ಸಂಶೋಧನಾ ಲೇಖನಗಳನ್ನು ಪ್ರಕಟಿಸಲು ಅವಕಾಶ ಸಿಗಲಿದ್ದು, UGC CARE ಮತ್ತು Google [422, 1260, 572, 1351]
masthead-band [18, 8, 927, 22]
box2-border [738, 350, 916, 351]
box2-byline: ಮುಖ್ಯಾಧಿಕಾರಿ, ಪಟ್ಟಣ ಪಂಚಾಯಿತಿ [831, 572, 914, 581]
sainika-title1: ನಗದು ಅನುದಾನ : ಮಾಜಿ ಸೈನಿಕರ [58, 585, 188, 599]
photo-mou-event [422, 1108, 727, 1256]
homestay-col1: ತುಮಕೂರು: ಜಿಲ್ಲೆಯಲ್ಲಿ ಕೇಂದ್ರ ಸರ್ಕಾರ ಬುಡಕಟ್ಟು ವ್ಯವಹಾರಗಳ ಸಚಿವಾಲಯದ ಧರ್ತಿ ಆಬಾ ಜನಜಾತೀಯ ಗ್ರಾಮ ಉತ್ಕರ್ಷ್ (DA-JGUA) ಅಭಿಯಾನ ಯೋಜನೆಯಡಿ ಆಯ್ಕೆಯಾಗಿರುವ 28 ಗ್ರಾಮಗಳಲ್ಲಿ ಹೋಂ-ಸ್ಟೇ ನಿರ್ಮಾಣಕ್ಕೆ ಸಹಾಯಧನ ನೀಡಲು ಸ್ಥಳೀಯ ಪರಿಶಿಷ್ಟ ಪಂಗಡದ ಫಲಾನುಭವಿಗಳಿಂದ ಅರ್ಜಿ ಆಹ್ವಾನಿಸಲಾಗಿದೆ. ಪ್ರವಾಸೋದ್ಯಮ ಉತ್ತೇಜನ ಹಾಗೂ ಬುಡಕಟ್ಟು ಜನರ ಆರ್ಥಿಕ ಸಬಲೀಕರಣ ಈ ಯೋಜನೆಯ ಉದ್ದೇಶವಾಗಿದ್ದು, ಹೊಸ ಹೋಂ-ಸ್ಟೇ ನಿರ್ಮಾಣಕ್ಕೆ 5 ಲಕ್ಷ ರೂ. ಹಾಗೂ ನವೀಕರಣಕ್ಕೆ 3 ಲಕ್ಷ ರೂ. ಸಹಾಯಧನ ನೀಡಲಾಗುವುದು. ಅರ್ಹ ಫಲಾನುಭವಿಗಳು ತಮ್ಮ ಗ್ರಾಮ ಪಂಚಾಯಿತಿ ಅಥವಾ ಪರಿಶಿಷ್ಟ ವರ್ಗಗಳ ಕಲ್ಯಾಣ ಇಲಾಖೆ ಕಚೇರಿಯಲ್ಲಿ ಅರ್ಜಿ ಸಲ್ಲಿಸಬಹುದು. ಆಯ್ಕೆಯಾದ ಗ್ರಾಮಗಳು: ಕೊರಟಗೆರೆ ತಾಲ್ಲೂಕಿನ ಅರಸಾಪುರ, ಮಧುಗಿರಿ ತಾಲ್ಲೂಕಿನ ಬಡವನಹಳ್ಳಿ, ಪಾವಗಡ ತಾಲ್ಲೂಕಿನ ವೆಂಕಟಾಪುರ ಸೇರಿದಂತೆ ಇತರೆ ಗ್ರಾಮಗಳು. [222, 714, 456, 805]
sainika-title2: ಮಕ್ಕಳಿಂದ ಅರ್ಜಿ ಆಹ್ವಾನ [76, 607, 170, 621]
mysuru-title2: ಅಂಡ್ ಟೆಕ್ನಾಲಜಿಗೆ ಐಸಿಟಿ ಅಕಾಡೆಮಿ ಸದಸ್ಯತ್ವ [391, 1067, 753, 1096]
tarabeti-title2: ಆಹ್ವಾನ [102, 814, 144, 834]
liver-title2: ಜೀರ್ಣಾಂಗ ಸಮಸ್ಯೆಗಳಿಗೆ ಚಿಕಿತ್ಸೆ [749, 612, 869, 626]
mysuru-title1: ಮೈಸಿರಿ ಇನ್‌ಸ್ಟಿಟ್ಯೂಟ್ ಆಫ್ ಮ್ಯಾನೇಜ್‌ಮೆಂಟ್ [382, 1031, 762, 1060]
box1-text: ಪಟ್ಟಣ ಪಂಚಾಯಿತಿ ವ್ಯಾಪ್ತಿಯಲ್ಲಿ ಕಸ ಸಂಗ್ರಹ ಕಾರ್ಯಕ್ಕೆ ಗ್ರಹಣ ಹಿಡಿದಿದೆ. ಹೀಗಾದಾಗ ಮನೆಯ ಕಸ ಬೀದಿ ಸೇರಿ ವಿಲೇವಾರಿಗೆ ಕಸದ ರಾಶಿ ಉಂಟಾಗುತ್ತಿದೆ. ಇದರಿಂದ ಪಟ್ಟಣದ ಸೌಂದರ್ಯ ಹಾಳಾಗುತ್ತಿದ್ದು, ಹಲವು ಸಾಂಕ್ರಾಮಿಕ ರೋಗಗಳು ಉಲ್ಬಣಕ್ಕೆ ದಾರಿ ಮಾಡಿಕೊಡುತ್ತಿದೆ. [742, 224, 854, 285]
tarabeti-title1: ತರಬೇತಿಗೆ ಅರ್ಜಿ [77, 784, 169, 804]
